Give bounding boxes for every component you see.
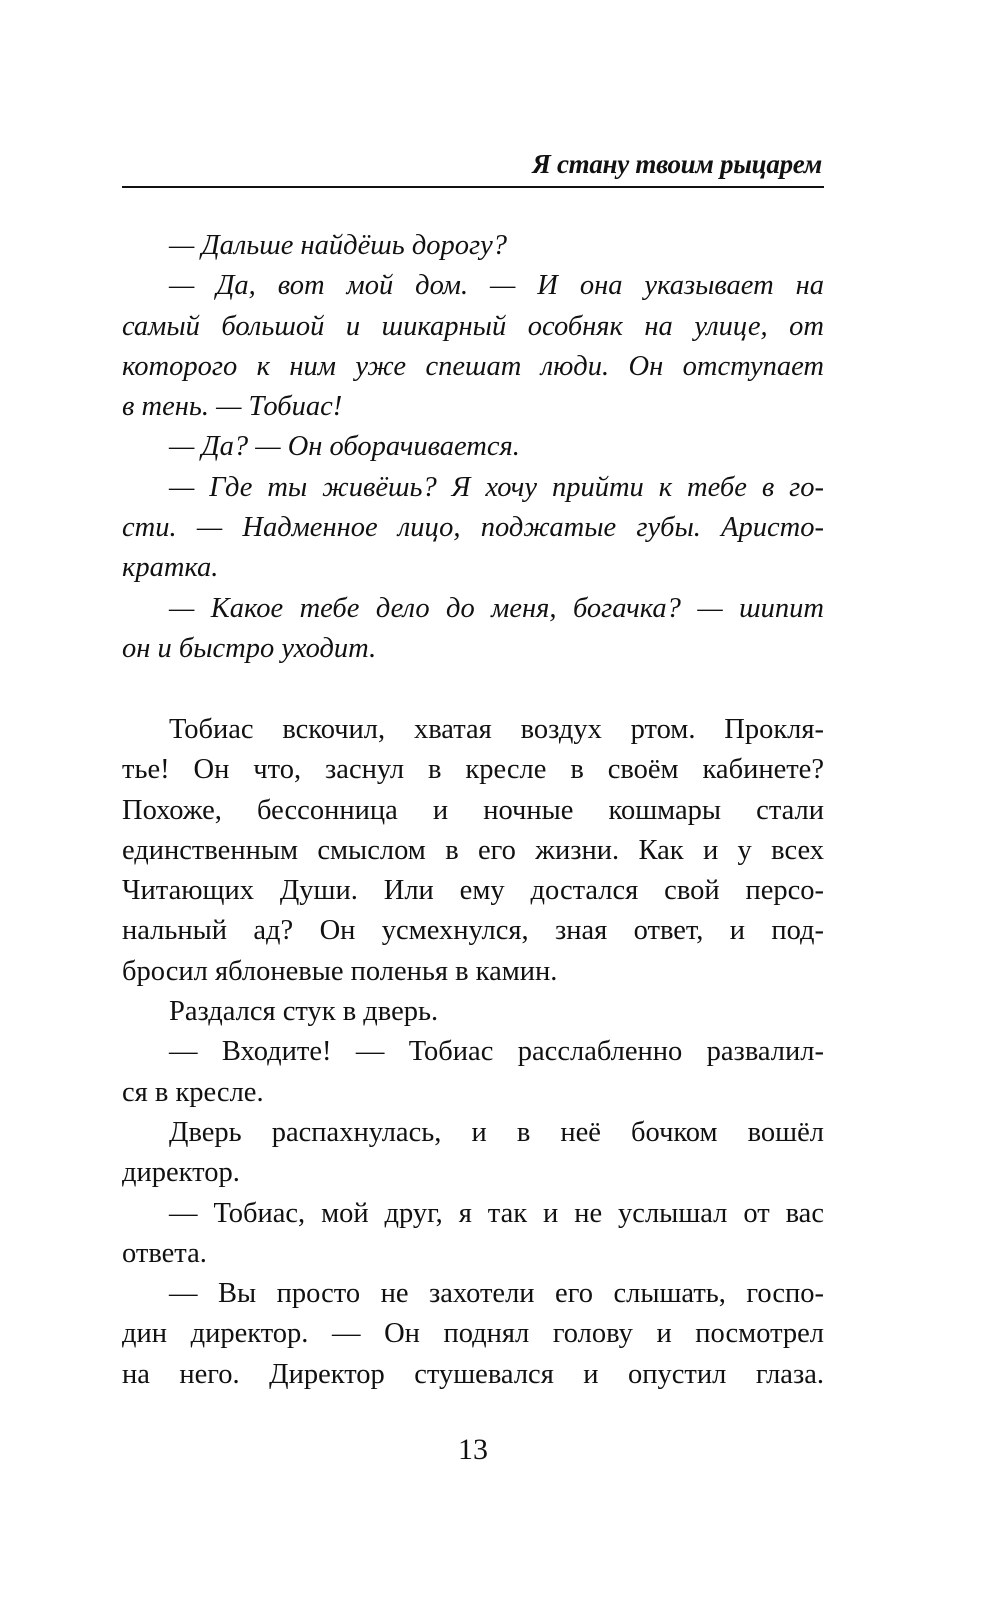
text-line: — Тобиас, мой друг, я так и не услышал от вас xyxy=(169,1197,824,1229)
running-head: Я стану твоим рыцарем xyxy=(532,149,822,179)
text-line: — Да, вот мой дом. — И она указывает на xyxy=(169,270,824,302)
text-line: в тень. — Тобиас! xyxy=(122,391,343,423)
text-line: которого к ним уже спешат люди. Он отступает xyxy=(122,350,824,382)
text-line: Тобиас вскочил, хватая воздух ртом. Прокля- xyxy=(169,714,824,745)
italic-passage xyxy=(122,226,824,669)
text-line: директор. xyxy=(122,1157,240,1189)
header-rule xyxy=(122,186,824,188)
text-line: он и быстро уходит. xyxy=(122,632,377,664)
text-line: — Входите! — Тобиас расслабленно развалил- xyxy=(169,1036,824,1068)
text-line: — Какое тебе дело до меня, богачка? — шипит xyxy=(169,592,824,624)
text-line: на него. Директор стушевался и опустил глаза. xyxy=(122,1358,824,1390)
page-number: 13 xyxy=(458,1433,488,1466)
text-line: Похоже, бессонница и ночные кошмары стали xyxy=(122,794,824,826)
text-line: Дверь распахнулась, и в неё бочком вошёл xyxy=(169,1116,824,1148)
text-line: бросил яблоневые поленья в камин. xyxy=(122,955,558,987)
text-line: кратка. xyxy=(122,552,219,584)
text-line: Читающих Души. Или ему достался свой персо- xyxy=(122,875,824,907)
text-line: единственным смыслом в его жизни. Как и у всех xyxy=(122,834,824,866)
main-passage xyxy=(122,710,824,1395)
text-line: — Да? — Он оборачивается. xyxy=(169,431,520,463)
text-line: тье! Он что, заснул в кресле в своём кабинете? xyxy=(122,754,824,786)
text-line: Раздался стук в дверь. xyxy=(169,996,439,1028)
text-line: сти. — Надменное лицо, поджатые губы. Аристо- xyxy=(122,512,824,544)
text-line: нальный ад? Он усмехнулся, зная ответ, и под- xyxy=(122,915,824,947)
text-line: — Вы просто не захотели его слышать, госпо- xyxy=(169,1278,824,1310)
text-line: ответа. xyxy=(122,1237,207,1269)
text-line: — Дальше найдёшь дорогу? xyxy=(169,230,508,261)
text-line: ся в кресле. xyxy=(122,1076,264,1108)
text-line: дин директор. — Он поднял голову и посмотрел xyxy=(122,1318,824,1350)
text-line: самый большой и шикарный особняк на улице, от xyxy=(122,310,824,342)
text-line: — Где ты живёшь? Я хочу прийти к тебе в го- xyxy=(169,471,824,503)
